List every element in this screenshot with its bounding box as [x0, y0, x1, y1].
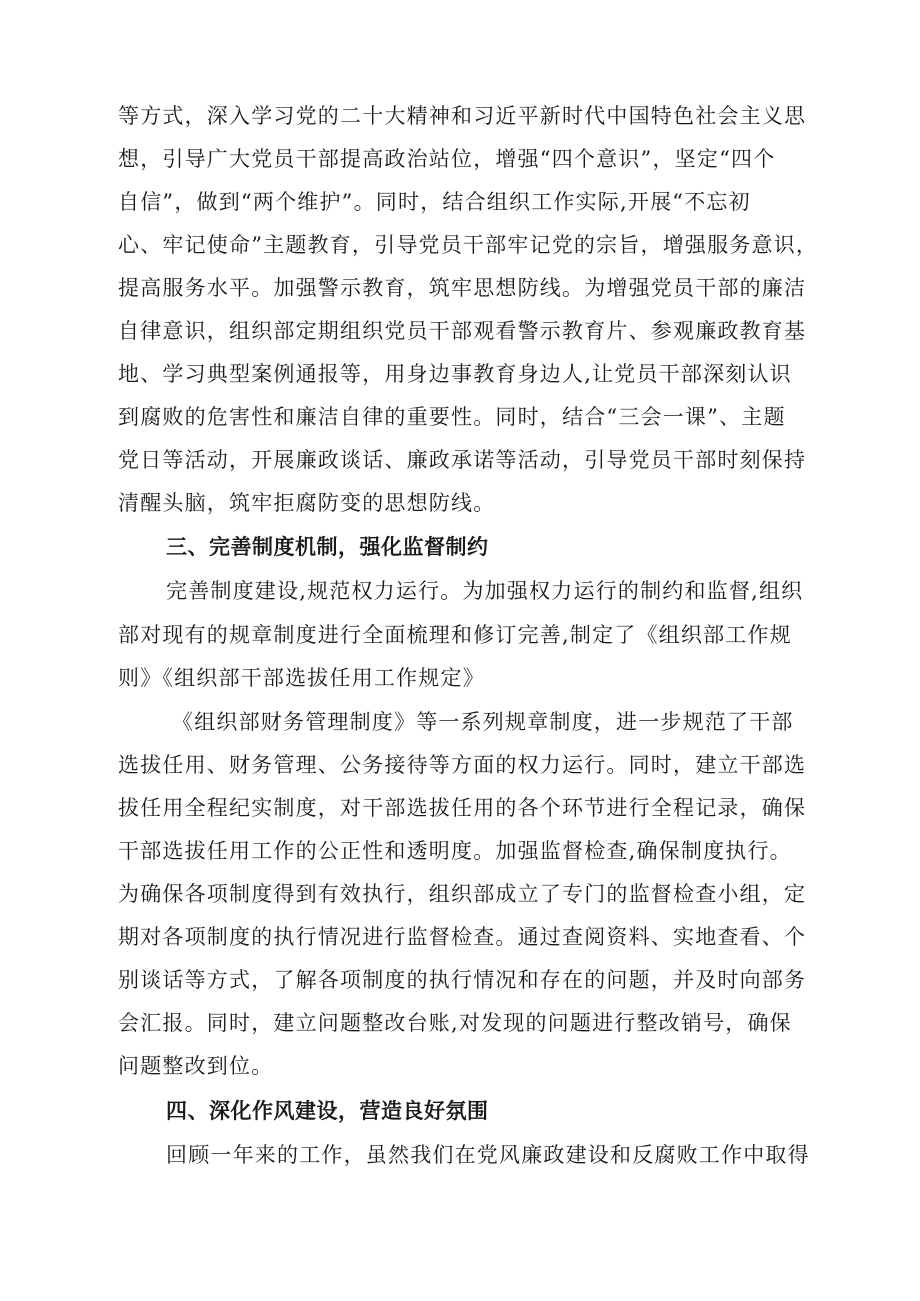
- paragraph-line: 自信”，做到“两个维护”。同时，结合组织工作实际,开展“不忘初: [118, 190, 751, 214]
- paragraph-line: 想，引导广大党员干部提高政治站位，增强“四个意识”，坚定“四个: [118, 147, 776, 171]
- paragraph-line: 拔任用全程纪实制度，对干部选拔任用的各个环节进行全程记录，确保: [118, 796, 807, 820]
- paragraph-line: 别谈话等方式，了解各项制度的执行情况和存在的问题，并及时向部务: [118, 968, 807, 992]
- paragraph-line: 为确保各项制度得到有效执行，组织部成立了专门的监督检查小组，定: [118, 882, 807, 906]
- paragraph-line: 清醒头脑，筑牢拒腐防变的思想防线。: [118, 491, 496, 515]
- paragraph-line: 完善制度建设,规范权力运行。为加强权力运行的制约和监督,组织: [166, 579, 804, 603]
- paragraph-line: 问题整改到位。: [118, 1054, 274, 1078]
- paragraph-line: 提高服务水平。加强警示教育，筑牢思想防线。为增强党员干部的廉洁: [118, 276, 807, 300]
- section-heading-3: 三、完善制度机制，强化监督制约: [166, 535, 489, 559]
- paragraph-line: 到腐败的危害性和廉洁自律的重要性。同时，结合“三会一课”、主题: [118, 405, 786, 429]
- paragraph-line: 《组织部财务管理制度》等一系列规章制度，进一步规范了干部: [172, 710, 794, 734]
- paragraph-line: 党日等活动，开展廉政谈话、廉政承诺等活动，引导党员干部时刻保持: [118, 448, 807, 472]
- section-heading-4: 四、深化作风建设，营造良好氛围: [166, 1099, 489, 1123]
- paragraph-line: 自律意识，组织部定期组织党员干部观看警示教育片、参观廉政教育基: [118, 319, 807, 343]
- paragraph-line: 回顾一年来的工作，虽然我们在党风廉政建设和反腐败工作中取得: [166, 1143, 810, 1167]
- paragraph-line: 等方式，深入学习党的二十大精神和习近平新时代中国特色社会主义思: [118, 104, 807, 128]
- paragraph-line: 部对现有的规章制度进行全面梳理和修订完善,制定了《组织部工作规: [118, 623, 792, 647]
- paragraph-line: 期对各项制度的执行情况进行监督检查。通过查阅资料、实地查看、个: [118, 925, 807, 949]
- paragraph-line: 则》《组织部干部选拔任用工作规定》: [118, 666, 485, 690]
- paragraph-line: 选拔任用、财务管理、公务接待等方面的权力运行。同时，建立干部选: [118, 753, 807, 777]
- paragraph-line: 会汇报。同时，建立问题整改台账,对发现的问题进行整改销号，确保: [118, 1011, 792, 1035]
- paragraph-line: 地、学习典型案例通报等，用身边事教育身边人,让党员干部深刻认识: [118, 362, 792, 386]
- paragraph-line: 干部选拔任用工作的公正性和透明度。加强监督检查,确保制度执行。: [118, 839, 792, 863]
- paragraph-line: 心、牢记使命”主题教育，引导党员干部牢记党的宗旨，增强服务意识，: [118, 233, 819, 257]
